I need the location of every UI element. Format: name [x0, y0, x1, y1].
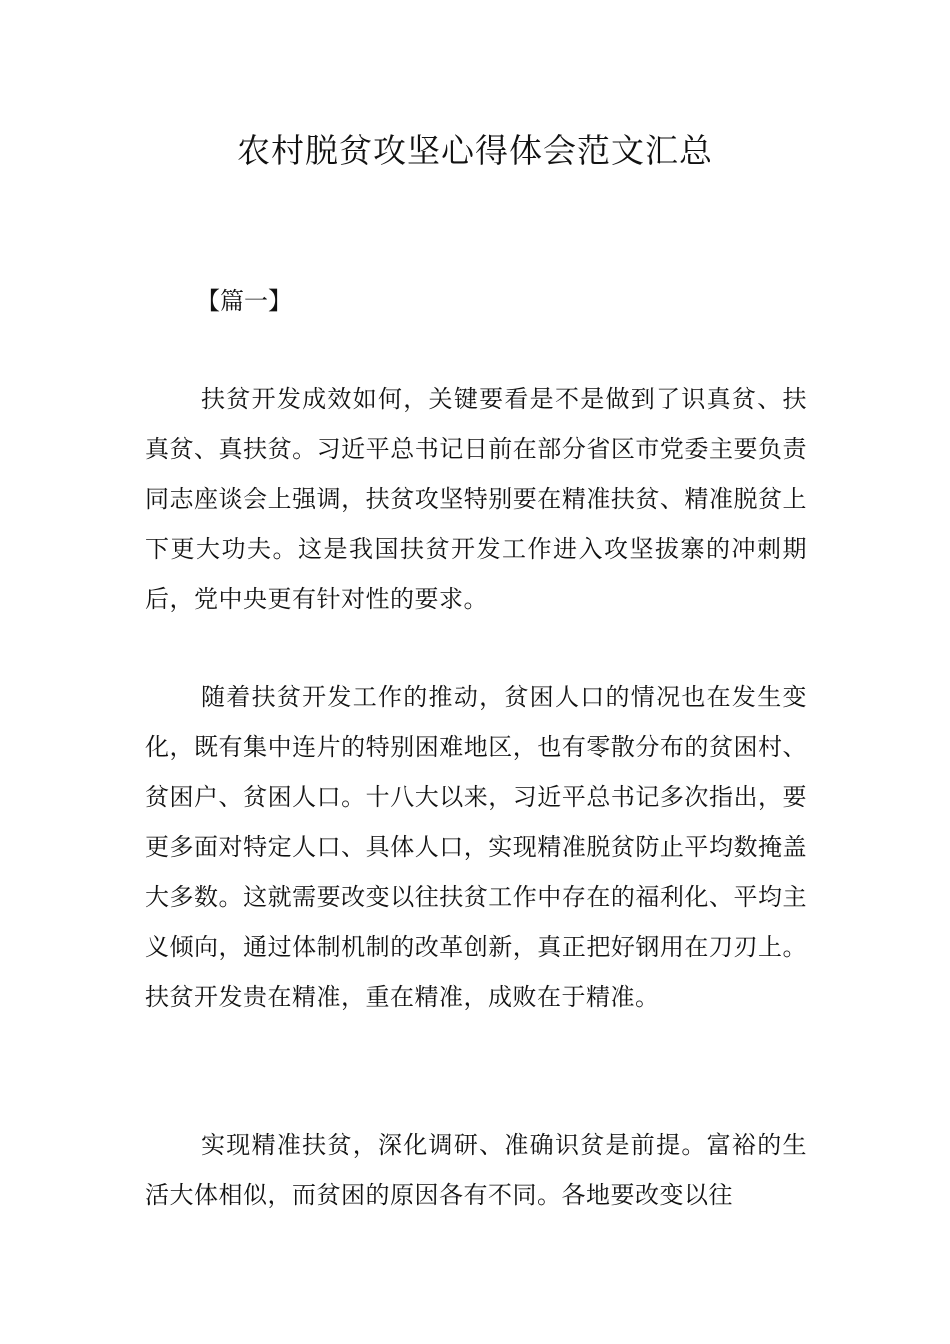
section-heading: 【篇一】 — [196, 287, 292, 315]
paragraph-1: 扶贫开发成效如何，关键要看是不是做到了识真贫、扶真贫、真扶贫。习近平总书记日前在部分省区市党委主要负责同志座谈会上强调，扶贫攻坚特别要在精准扶贫、精准脱贫上下更大功夫。这是我国扶贫开发工作进入攻坚拔寨的冲刺期后，党中央更有针对性的要求。 — [145, 385, 807, 613]
document-title: 农村脱贫攻坚心得体会范文汇总 — [237, 131, 713, 170]
paragraph-2: 随着扶贫开发工作的推动，贫困人口的情况也在发生变化，既有集中连片的特别困难地区，也有零散分布的贫困村、贫困户、贫困人口。十八大以来，习近平总书记多次指出，要更多面对特定人口、具体人口，实现精准脱贫防止平均数掩盖大多数。这就需要改变以往扶贫工作中存在的福利化、平均主义倾向，通过体制机制的改革创新，真正把好钢用在刀刃上。扶贫开发贵在精准，重在精准，成败在于精准。 — [145, 683, 807, 1011]
paragraph-3: 实现精准扶贫，深化调研、准确识贫是前提。富裕的生活大体相似，而贫困的原因各有不同。各地要改变以往 — [145, 1131, 807, 1209]
